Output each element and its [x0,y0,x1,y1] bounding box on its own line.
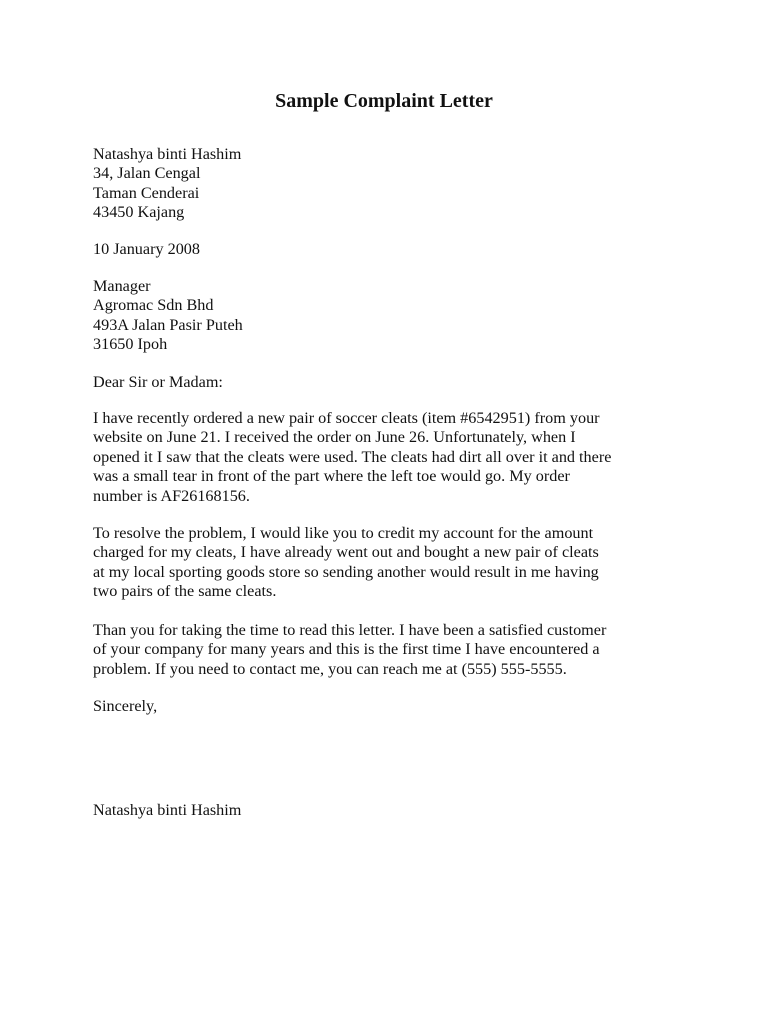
paragraph-line: I have recently ordered a new pair of soccer cleats (item #6542951) from your [93,409,600,427]
sender-address-line: 34, Jalan Cengal [93,164,201,183]
paragraph-line: charged for my cleats, I have already went out and bought a new pair of cleats [93,543,599,562]
sender-name: Natashya binti Hashim [93,145,242,163]
sender-address-block [93,145,653,223]
paragraph-line: number is AF26168156. [93,486,250,505]
recipient-line: 493A Jalan Pasir Puteh [93,315,243,334]
paragraph-line: To resolve the problem, I would like you to credit my account for the amount [93,524,594,542]
body-paragraph [93,524,653,602]
body-paragraph [93,621,653,679]
letter-title: Sample Complaint Letter [275,90,493,112]
recipient-line: Manager [93,277,151,295]
paragraph-line: opened it I saw that the cleats were used. The cleats had dirt all over it and there [93,447,612,466]
salutation: Dear Sir or Madam: [93,373,223,391]
paragraph-line: was a small tear in front of the part where the left toe would go. My order [93,467,570,486]
paragraph-line: website on June 21. I received the order on June 26. Unfortunately, when I [93,428,576,447]
paragraph-line: Than you for taking the time to read this letter. I have been a satisfied customer [93,621,607,639]
sender-address-line: Taman Cenderai [93,183,200,202]
closing: Sincerely, [93,697,158,715]
paragraph-line: problem. If you need to contact me, you can reach me at (555) 555-5555. [93,659,567,678]
signature-name: Natashya binti Hashim [93,801,242,819]
paragraph-line: two pairs of the same cleats. [93,582,277,601]
body-paragraph [93,409,653,506]
sender-address-line: 43450 Kajang [93,203,185,222]
recipient-address-block [93,277,653,355]
paragraph-line: at my local sporting goods store so sending another would result in me having [93,562,599,581]
paragraph-line: of your company for many years and this is the first time I have encountered a [93,640,600,659]
letter-date: 10 January 2008 [93,240,200,258]
recipient-line: 31650 Ipoh [93,335,168,354]
recipient-line: Agromac Sdn Bhd [93,296,214,315]
